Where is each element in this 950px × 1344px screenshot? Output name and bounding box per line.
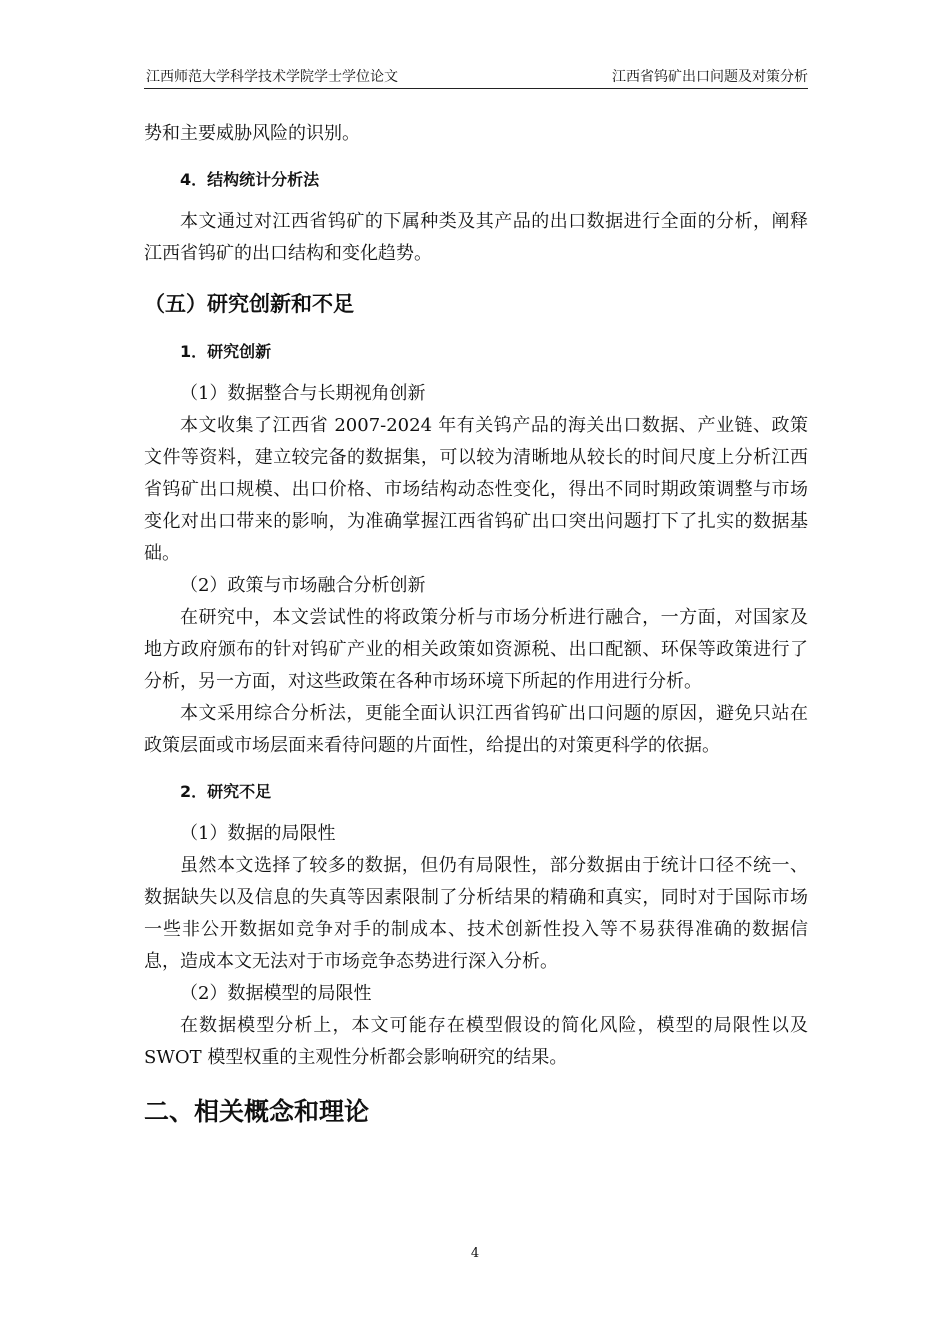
paragraph-innovation-2a: 在研究中，本文尝试性的将政策分析与市场分析进行融合，一方面，对国家及地方政府颁布的针对钨矿产业的相关政策如资源税、出口配额、环保等政策进行了分析，另一方面，对这些政策在各种市场环境下所起的作用进行分析。	[144, 607, 808, 692]
heading-chapter-2: 二、相关概念和理论	[144, 1097, 370, 1126]
heading-shortcomings: 2．研究不足	[180, 782, 272, 801]
heading-method-4: 4．结构统计分析法	[180, 170, 320, 189]
header-paper-title: 江西省钨矿出口问题及对策分析	[612, 69, 808, 85]
subheading-innovation-1: （1）数据整合与长期视角创新	[180, 383, 426, 404]
heading-section-5: （五）研究创新和不足	[144, 292, 354, 316]
paragraph-method-4: 本文通过对江西省钨矿的下属种类及其产品的出口数据进行全面的分析，阐释江西省钨矿的出口结构和变化趋势。	[144, 211, 808, 264]
subheading-shortcoming-2: （2）数据模型的局限性	[180, 983, 372, 1004]
page-number: 4	[470, 1246, 480, 1261]
subheading-innovation-2: （2）政策与市场融合分析创新	[180, 575, 426, 596]
subheading-shortcoming-1: （1）数据的局限性	[180, 823, 336, 844]
page-body	[144, 118, 808, 1132]
paragraph-innovation-2b: 本文采用综合分析法，更能全面认识江西省钨矿出口问题的原因，避免只站在政策层面或市场层面来看待问题的片面性，给提出的对策更科学的依据。	[144, 703, 808, 756]
paragraph-continuation: 势和主要威胁风险的识别。	[144, 123, 360, 144]
page-header	[144, 66, 808, 89]
paragraph-shortcoming-1: 虽然本文选择了较多的数据，但仍有局限性，部分数据由于统计口径不统一、数据缺失以及信息的失真等因素限制了分析结果的精确和真实，同时对于国际市场一些非公开数据如竞争对手的制成本、技术创新性投入等不易获得准确的数据信息，造成本文无法对于市场竞争态势进行深入分析。	[144, 855, 808, 972]
heading-innovation: 1．研究创新	[180, 342, 272, 361]
paragraph-innovation-1: 本文收集了江西省 2007-2024 年有关钨产品的海关出口数据、产业链、政策文件等资料，建立较完备的数据集，可以较为清晰地从较长的时间尺度上分析江西省钨矿出口规模、出口价格、市场结构动态性变化，得出不同时期政策调整与市场变化对出口带来的影响，为准确掌握江西省钨矿出口突出问题打下了扎实的数据基础。	[144, 415, 808, 564]
paragraph-shortcoming-2: 在数据模型分析上，本文可能存在模型假设的简化风险，模型的局限性以及 SWOT 模型权重的主观性分析都会影响研究的结果。	[144, 1015, 808, 1068]
header-thesis-title: 江西师范大学科学技术学院学士学位论文	[146, 69, 398, 85]
